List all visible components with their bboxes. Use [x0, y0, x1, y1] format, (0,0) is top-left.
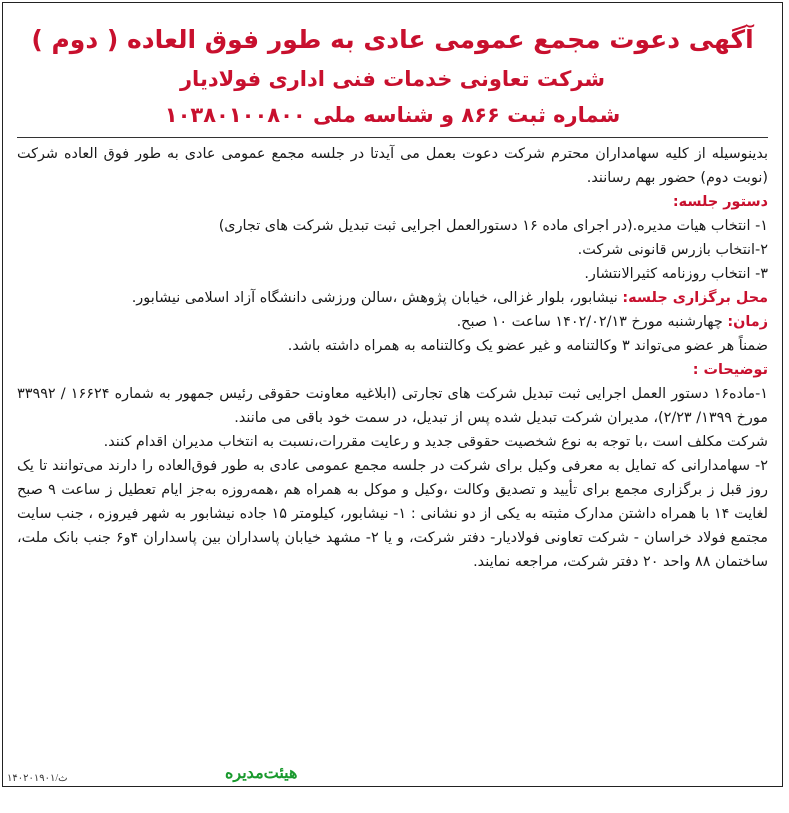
venue-label: محل برگزاری جلسه: — [622, 290, 768, 306]
notice-document — [3, 3, 782, 574]
explanation-paragraph: شرکت مکلف است ،با توجه به نوع شخصیت حقوقی جدید و رعایت مقررات،نسبت به انتخاب مدیران اقدام کنند. — [103, 434, 768, 450]
agenda-item: ۲-انتخاب بازرس قانونی شرکت. — [577, 242, 768, 258]
board-signature: هیئت‌مدیره — [225, 765, 298, 782]
venue-text: نیشابور، بلوار غزالی، خیابان پژوهش ،سالن ورزشی دانشگاه آزاد اسلامی نیشابور. — [131, 290, 618, 306]
company-name: شرکت تعاونی خدمات فنی اداری فولادیار — [179, 67, 606, 91]
intro-paragraph: بدینوسیله از کلیه سهامداران محترم شرکت دعوت بعمل می آیدتا در جلسه مجمع عمومی عادی به طور فوق العاده شرکت (نوبت دوم) حضور بهم رسانند. — [17, 146, 768, 186]
agenda-heading: دستور جلسه: — [672, 194, 768, 210]
agenda-item: ۱- انتخاب هیات مدیره.(در اجرای ماده ۱۶ دستورالعمل اجرایی ثبت تبدیل شرکت های تجاری) — [218, 218, 768, 234]
explanation-paragraph: ۱-ماده۱۶ دستور العمل اجرایی ثبت تبدیل شرکت های تجارتی (ابلاغیه معاونت حقوقی رئیس جمهور به شماره ۱۶۶۲۴ / ۳۳۹۹۲ مورخ ۱۳۹۹/ ۲/۲۳)، مدیران شرکت تبدیل شده پس از تبدیل، در سمت خود باقی می مانند. — [17, 386, 768, 426]
time-label: زمان: — [727, 314, 768, 330]
agenda-item: ۳- انتخاب روزنامه کثیرالانتشار. — [584, 266, 768, 282]
time-text: چهارشنبه مورخ ۱۴۰۲/۰۲/۱۳ ساعت ۱۰ صبح. — [456, 314, 723, 330]
notice-title: آگهی دعوت مجمع عمومی عادی به طور فوق العاده ( دوم ) — [31, 25, 754, 54]
proxy-note: ضمناً هر عضو می‌تواند ۳ وکالتنامه و غیر عضو یک وکالتنامه به همراه داشته باشد. — [287, 338, 768, 354]
registration-info: شماره ثبت ۸۶۶ و شناسه ملی ۱۰۳۸۰۱۰۰۸۰۰ — [164, 103, 621, 127]
title-divider — [17, 137, 768, 138]
explanations-heading: توضیحات : — [692, 362, 768, 378]
explanation-paragraph: ۲- سهامدارانی که تمایل به معرفی وکیل برای شرکت در جلسه مجمع عمومی عادی به طور فوق‌العاده را دارند می‌توانند تا یک روز قبل ز برگزاری مجمع برای تأیید و تصدیق وکالت ،وکیل و موکل به همراه هم ،همه‌روزه به‌جز ایام تعطیل ز ساعت ۹ صبح لغایت ۱۴ با همراه داشتن مدارک مثبته به یکی از دو نشانی : ۱- نیشابور، کیلومتر ۱۵ جاده نیشابور به شهر فیروزه ، جنب سایت مجتمع فولاد خراسان - شرکت تعاونی فولادیار- دفتر شرکت، و یا ۲- مشهد خیابان پاسداران بین پاسداران ۴و۶ جنب بانک ملت، ساختمان ۸۸ واحد ۲۰ دفتر شرکت، مراجعه نمایند. — [17, 458, 768, 570]
venue-paragraph — [17, 286, 768, 310]
notice-code: ۱۴۰۲۰۱۹۰۱/ث — [7, 773, 68, 784]
notice-frame — [2, 2, 783, 787]
time-line — [17, 310, 768, 334]
